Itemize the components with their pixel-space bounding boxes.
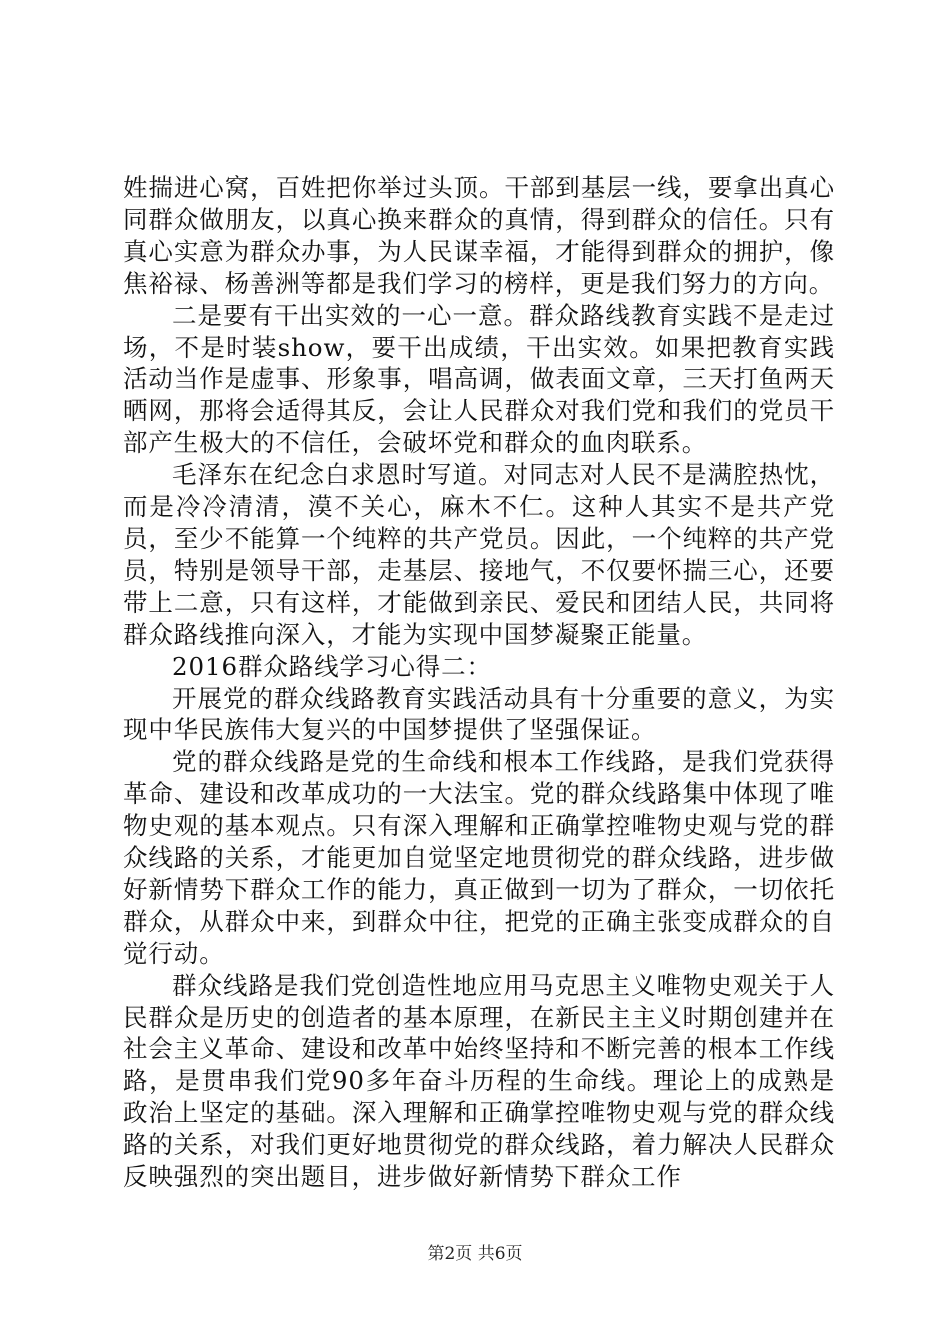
section-heading: 2016群众路线学习心得二： [172,651,492,681]
paragraph: 党的群众线路是党的生命线和根本工作线路，是我们党获得革命、建设和改革成功的一大法宝。党的群众线路集中体现了唯物史观的基本观点。只有深入理解和正确掌控唯物史观与党的群众线路的关系，才能更加自觉坚定地贯彻党的群众线路，进步做好新情势下群众工作的能力，真正做到一切为了群众，一切依托群众，从群众中来，到群众中往，把党的正确主张变成群众的自觉行动。 [123,747,835,968]
paragraph: 毛泽东在纪念白求恩时写道。对同志对人民不是满腔热忱，而是冷冷清清，漠不关心，麻木不仁。这种人其实不是共产党员，至少不能算一个纯粹的共产党员。因此，一个纯粹的共产党员，特别是领导干部，走基层、接地气，不仅要怀揣三心，还要带上二意，只有这样，才能做到亲民、爱民和团结人民，共同将群众路线推向深入，才能为实现中国梦凝聚正能量。 [123,460,835,649]
paragraph: 二是要有干出实效的一心一意。群众路线教育实践不是走过场，不是时装show，要干出成绩，干出实效。如果把教育实践活动当作是虚事、形象事，唱高调，做表面文章，三天打鱼两天晒网，那将会适得其反，会让人民群众对我们党和我们的党员干部产生极大的不信任，会破坏党和群众的血肉联系。 [123,300,835,458]
paragraph-continued: 姓揣进心窝，百姓把你举过头顶。干部到基层一线，要拿出真心同群众做朋友，以真心换来群众的真情，得到群众的信任。只有真心实意为群众办事，为人民谋幸福，才能得到群众的拥护，像焦裕禄、杨善洲等都是我们学习的榜样，更是我们努力的方向。 [123,173,835,298]
paragraph: 开展党的群众线路教育实践活动具有十分重要的意义，为实现中华民族伟大复兴的中国梦提供了坚强保证。 [123,683,835,745]
paragraph: 群众线路是我们党创造性地应用马克思主义唯物史观关于人民群众是历史的创造者的基本原理，在新民主主义时期创建并在社会主义革命、建设和改革中始终坚持和不断完善的根本工作线路，是贯串我们党90多年奋斗历程的生命线。理论上的成熟是政治上坚定的基础。深入理解和正确掌控唯物史观与党的群众线路的关系，对我们更好地贯彻党的群众线路，着力解决人民群众反映强烈的突出题目，进步做好新情势下群众工作 [123,970,835,1192]
document-body [123,172,835,1193]
page-number-footer: 第2页 共6页 [427,1244,523,1264]
